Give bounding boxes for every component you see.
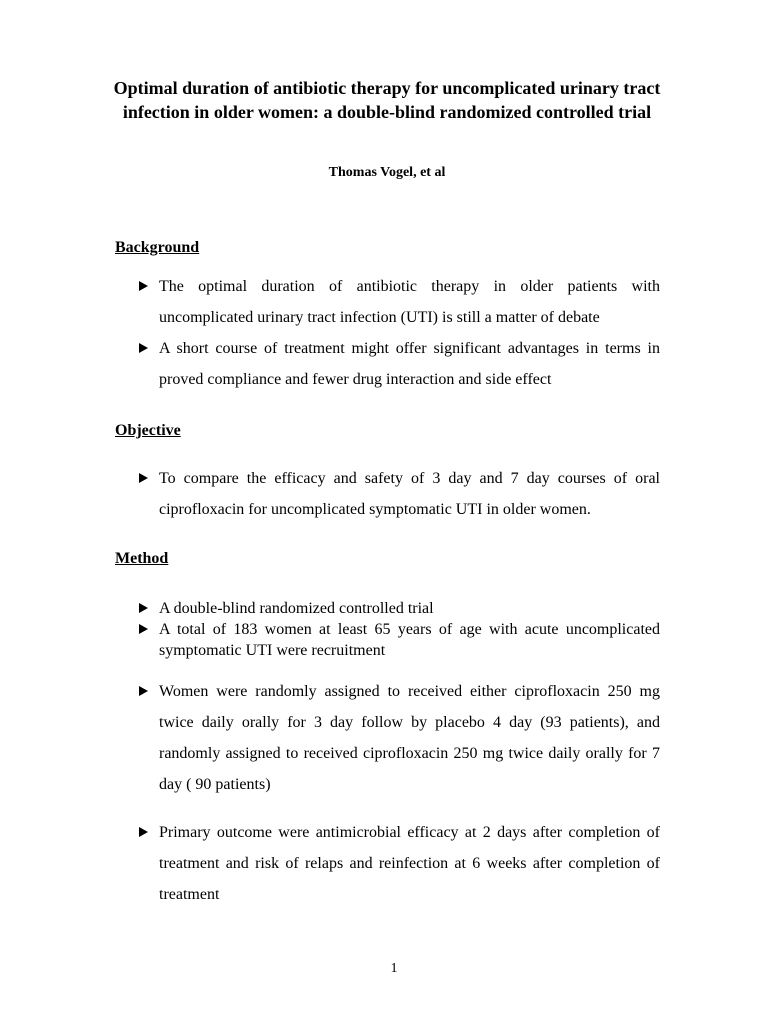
objective-list	[136, 463, 660, 525]
background-item-2: A short course of treatment might offer significant advantages in terms in proved compliance and fewer drug interaction and side effect	[136, 333, 660, 395]
background-item-1: The optimal duration of antibiotic therapy in older patients with uncomplicated urinary tract infection (UTI) is still a matter of debate	[136, 271, 660, 333]
objective-item-1: To compare the efficacy and safety of 3 day and 7 day courses of oral ciprofloxacin for uncomplicated symptomatic UTI in older women.	[136, 463, 660, 525]
method-item-4: Primary outcome were antimicrobial efficacy at 2 days after completion of treatment and risk of relaps and reinfection at 6 weeks after completion of treatment	[136, 817, 660, 910]
author-line: Thomas Vogel, et al	[328, 165, 446, 180]
method-item-2: A total of 183 women at least 65 years of age with acute uncomplicated symptomatic UTI were recruitment	[136, 619, 660, 661]
method-list-randomization	[136, 676, 660, 800]
method-heading: Method	[115, 550, 169, 567]
background-heading: Background	[115, 239, 200, 256]
background-list	[136, 271, 660, 395]
objective-heading: Objective	[115, 422, 181, 439]
document-title: Optimal duration of antibiotic therapy for uncomplicated urinary tract infection in older women: a double-blind randomized controlled trial	[113, 78, 661, 122]
method-list-short	[136, 598, 660, 661]
method-item-1: A double-blind randomized controlled trial	[136, 598, 660, 619]
method-list-outcome	[136, 817, 660, 910]
page-number: 1	[390, 961, 398, 976]
method-item-3: Women were randomly assigned to received either ciprofloxacin 250 mg twice daily orally for 3 day follow by placebo 4 day (93 patients), and randomly assigned to received ciprofloxacin 250 mg twice daily orally for 7 day ( 90 patients)	[136, 676, 660, 800]
